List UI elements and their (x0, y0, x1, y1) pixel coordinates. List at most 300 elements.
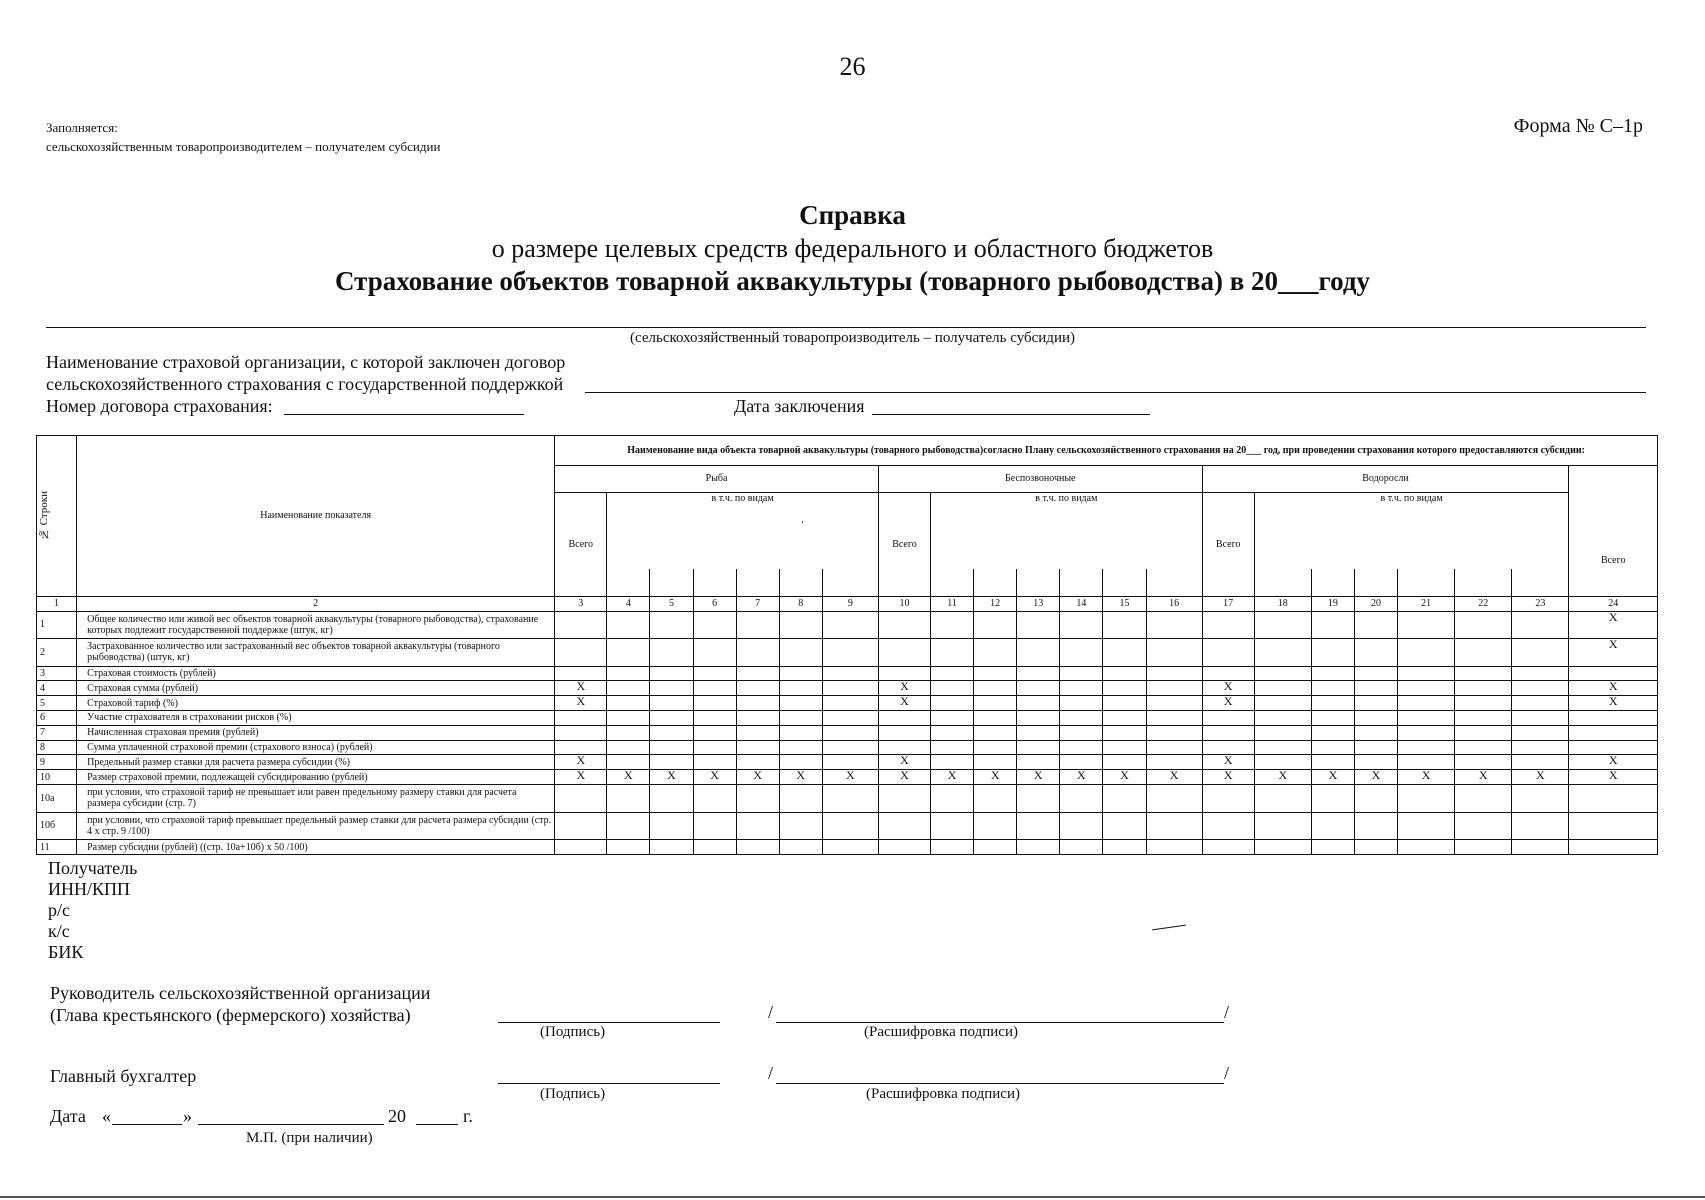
value-cell[interactable] (1202, 711, 1254, 726)
value-cell[interactable] (1311, 840, 1354, 855)
value-cell[interactable] (1254, 812, 1311, 840)
value-cell[interactable] (1512, 711, 1569, 726)
value-cell[interactable] (555, 785, 607, 813)
subtype-cell[interactable] (1398, 569, 1455, 597)
value-cell[interactable] (974, 812, 1017, 840)
x-mark: X (1569, 696, 1658, 711)
value-cell[interactable] (779, 840, 822, 855)
value-cell[interactable] (1311, 666, 1354, 681)
value-cell[interactable] (1311, 812, 1354, 840)
value-cell[interactable] (736, 840, 779, 855)
row-number: 6 (37, 711, 77, 726)
value-cell[interactable] (878, 639, 930, 667)
value-cell[interactable] (555, 725, 607, 740)
value-cell[interactable] (1103, 681, 1146, 696)
value-cell[interactable] (607, 755, 650, 770)
subtype-cell[interactable] (1103, 569, 1146, 597)
value-cell[interactable] (1017, 740, 1060, 755)
value-cell[interactable] (1354, 755, 1397, 770)
value-cell[interactable] (822, 611, 878, 639)
by-type-fish: в т.ч. по видам ' (607, 493, 879, 569)
value-cell[interactable] (1103, 696, 1146, 711)
value-cell[interactable] (555, 711, 607, 726)
value-cell[interactable] (1103, 666, 1146, 681)
value-cell[interactable] (1455, 812, 1512, 840)
recipient-line[interactable] (46, 327, 1646, 328)
value-cell[interactable] (1398, 696, 1455, 711)
value-cell[interactable] (1254, 711, 1311, 726)
value-cell[interactable] (931, 725, 974, 740)
contract-number-field[interactable] (284, 414, 524, 415)
value-cell[interactable] (878, 740, 930, 755)
value-cell[interactable] (931, 696, 974, 711)
value-cell[interactable] (736, 740, 779, 755)
subtype-cell[interactable] (974, 569, 1017, 597)
value-cell[interactable] (1202, 725, 1254, 740)
value-cell[interactable] (1060, 812, 1103, 840)
value-cell[interactable] (878, 785, 930, 813)
value-cell[interactable] (1017, 666, 1060, 681)
value-cell[interactable] (1569, 725, 1658, 740)
value-cell[interactable] (607, 740, 650, 755)
value-cell[interactable] (1512, 666, 1569, 681)
date-month-field[interactable] (198, 1124, 384, 1125)
value-cell[interactable] (1354, 611, 1397, 639)
value-cell[interactable] (693, 725, 736, 740)
subtype-cell[interactable] (736, 569, 779, 597)
value-cell[interactable] (1354, 785, 1397, 813)
value-cell[interactable] (974, 681, 1017, 696)
subsidy-table (36, 435, 1658, 855)
value-cell[interactable] (931, 812, 974, 840)
value-cell[interactable] (1146, 611, 1202, 639)
value-cell[interactable] (1254, 725, 1311, 740)
value-cell[interactable] (1103, 755, 1146, 770)
column-number: 2 (77, 596, 555, 611)
value-cell[interactable] (931, 639, 974, 667)
value-cell[interactable] (974, 639, 1017, 667)
value-cell[interactable] (1103, 611, 1146, 639)
value-cell[interactable] (1060, 740, 1103, 755)
value-cell[interactable] (1103, 812, 1146, 840)
value-cell[interactable] (1398, 812, 1455, 840)
value-cell[interactable] (878, 711, 930, 726)
contract-date-field[interactable] (872, 414, 1150, 415)
value-cell[interactable] (1311, 725, 1354, 740)
subtype-cell[interactable] (779, 569, 822, 597)
value-cell[interactable] (1146, 785, 1202, 813)
row-number: 7 (37, 725, 77, 740)
value-cell[interactable] (736, 681, 779, 696)
value-cell[interactable] (1254, 840, 1311, 855)
value-cell[interactable] (1017, 711, 1060, 726)
value-cell[interactable] (693, 696, 736, 711)
value-cell[interactable] (1354, 725, 1397, 740)
value-cell[interactable] (878, 840, 930, 855)
value-cell[interactable] (1512, 725, 1569, 740)
value-cell[interactable] (1354, 711, 1397, 726)
value-cell[interactable] (1311, 711, 1354, 726)
by-type-algae: в т.ч. по видам (1254, 493, 1569, 569)
value-cell[interactable] (1146, 639, 1202, 667)
value-cell[interactable] (779, 696, 822, 711)
value-cell[interactable] (1060, 611, 1103, 639)
value-cell[interactable] (1455, 639, 1512, 667)
value-cell[interactable] (1202, 639, 1254, 667)
value-cell[interactable] (779, 755, 822, 770)
value-cell[interactable] (1512, 812, 1569, 840)
value-cell[interactable] (1103, 740, 1146, 755)
value-cell[interactable] (1398, 666, 1455, 681)
head-decode-field[interactable] (776, 1022, 1224, 1023)
value-cell[interactable] (1202, 812, 1254, 840)
value-cell[interactable] (736, 755, 779, 770)
value-cell[interactable] (1060, 711, 1103, 726)
value-cell[interactable] (1455, 666, 1512, 681)
value-cell[interactable] (1455, 725, 1512, 740)
value-cell[interactable] (1311, 696, 1354, 711)
value-cell[interactable] (650, 740, 693, 755)
value-cell[interactable] (1354, 840, 1397, 855)
value-cell[interactable] (736, 639, 779, 667)
value-cell[interactable] (650, 785, 693, 813)
value-cell[interactable] (1354, 812, 1397, 840)
subtype-cell[interactable] (931, 569, 974, 597)
value-cell[interactable] (1398, 711, 1455, 726)
value-cell[interactable] (1103, 840, 1146, 855)
value-cell[interactable] (1060, 785, 1103, 813)
value-cell[interactable] (779, 681, 822, 696)
value-cell[interactable] (1017, 785, 1060, 813)
value-cell[interactable] (878, 725, 930, 740)
subtype-cell[interactable] (1254, 569, 1311, 597)
value-cell[interactable] (607, 711, 650, 726)
value-cell[interactable] (1354, 681, 1397, 696)
value-cell[interactable] (974, 740, 1017, 755)
subtype-cell[interactable] (650, 569, 693, 597)
value-cell[interactable] (1017, 725, 1060, 740)
row-indicator: Размер субсидии (рублей) ((стр. 10а+10б) х 50 /100) (77, 840, 555, 855)
subtype-cell[interactable] (1455, 569, 1512, 597)
value-cell[interactable] (736, 812, 779, 840)
value-cell[interactable] (974, 755, 1017, 770)
value-cell[interactable] (1398, 639, 1455, 667)
value-cell[interactable] (1398, 755, 1455, 770)
value-cell[interactable] (1254, 696, 1311, 711)
x-mark: X (607, 770, 650, 785)
value-cell[interactable] (974, 696, 1017, 711)
value-cell[interactable] (1569, 785, 1658, 813)
value-cell[interactable] (1017, 840, 1060, 855)
value-cell[interactable] (779, 639, 822, 667)
value-cell[interactable] (1512, 611, 1569, 639)
value-cell[interactable] (607, 611, 650, 639)
value-cell[interactable] (1354, 666, 1397, 681)
value-cell[interactable] (1512, 785, 1569, 813)
x-mark: X (1569, 755, 1658, 770)
column-number: 19 (1311, 596, 1354, 611)
value-cell[interactable] (693, 785, 736, 813)
value-cell[interactable] (1146, 840, 1202, 855)
value-cell[interactable] (931, 666, 974, 681)
value-cell[interactable] (693, 740, 736, 755)
value-cell[interactable] (1311, 611, 1354, 639)
value-cell[interactable] (1017, 681, 1060, 696)
value-cell[interactable] (1060, 681, 1103, 696)
value-cell[interactable] (1202, 740, 1254, 755)
value-cell[interactable] (822, 639, 878, 667)
value-cell[interactable] (878, 666, 930, 681)
value-cell[interactable] (1512, 681, 1569, 696)
value-cell[interactable] (1017, 696, 1060, 711)
value-cell[interactable] (555, 740, 607, 755)
value-cell[interactable] (607, 666, 650, 681)
value-cell[interactable] (1398, 681, 1455, 696)
value-cell[interactable] (736, 666, 779, 681)
value-cell[interactable] (1254, 639, 1311, 667)
value-cell[interactable] (607, 725, 650, 740)
row-indicator: Застрахованное количество или застрахованный вес объектов товарной аквакультуры (товарного рыбоводства) (штук, кг) (77, 639, 555, 667)
value-cell[interactable] (931, 785, 974, 813)
value-cell[interactable] (1017, 755, 1060, 770)
value-cell[interactable] (1354, 639, 1397, 667)
value-cell[interactable] (650, 725, 693, 740)
head-signature-field[interactable] (498, 1022, 720, 1023)
value-cell[interactable] (1254, 666, 1311, 681)
value-cell[interactable] (1512, 740, 1569, 755)
value-cell[interactable] (607, 681, 650, 696)
value-cell[interactable] (1569, 840, 1658, 855)
value-cell[interactable] (1146, 812, 1202, 840)
subtype-cell[interactable] (607, 569, 650, 597)
value-cell[interactable] (1146, 696, 1202, 711)
value-cell[interactable] (1254, 611, 1311, 639)
value-cell[interactable] (1311, 785, 1354, 813)
value-cell[interactable] (1512, 639, 1569, 667)
x-mark: X (1103, 770, 1146, 785)
value-cell[interactable] (1569, 740, 1658, 755)
value-cell[interactable] (931, 711, 974, 726)
value-cell[interactable] (650, 696, 693, 711)
accountant-decode-field[interactable] (776, 1083, 1224, 1084)
value-cell[interactable] (555, 812, 607, 840)
value-cell[interactable] (1311, 755, 1354, 770)
date-day-field[interactable] (112, 1124, 182, 1125)
value-cell[interactable] (779, 812, 822, 840)
value-cell[interactable] (736, 696, 779, 711)
value-cell[interactable] (607, 785, 650, 813)
value-cell[interactable] (555, 666, 607, 681)
value-cell[interactable] (1398, 611, 1455, 639)
value-cell[interactable] (1060, 639, 1103, 667)
value-cell[interactable] (1103, 785, 1146, 813)
value-cell[interactable] (693, 666, 736, 681)
value-cell[interactable] (1146, 681, 1202, 696)
value-cell[interactable] (1103, 725, 1146, 740)
value-cell[interactable] (607, 639, 650, 667)
value-cell[interactable] (1103, 711, 1146, 726)
value-cell[interactable] (1146, 725, 1202, 740)
value-cell[interactable] (693, 639, 736, 667)
value-cell[interactable] (779, 785, 822, 813)
subtype-cell[interactable] (1060, 569, 1103, 597)
value-cell[interactable] (822, 666, 878, 681)
value-cell[interactable] (693, 711, 736, 726)
accountant-signature-field[interactable] (498, 1083, 720, 1084)
value-cell[interactable] (931, 740, 974, 755)
value-cell[interactable] (779, 711, 822, 726)
value-cell[interactable] (1060, 666, 1103, 681)
value-cell[interactable] (878, 812, 930, 840)
value-cell[interactable] (822, 711, 878, 726)
head-slash-right: / (1224, 1002, 1230, 1022)
x-mark: X (1569, 639, 1658, 667)
value-cell[interactable] (1060, 725, 1103, 740)
value-cell[interactable] (931, 755, 974, 770)
value-cell[interactable] (555, 639, 607, 667)
value-cell[interactable] (693, 681, 736, 696)
value-cell[interactable] (1569, 666, 1658, 681)
subtype-cell[interactable] (1311, 569, 1354, 597)
value-cell[interactable] (974, 711, 1017, 726)
value-cell[interactable] (607, 812, 650, 840)
value-cell[interactable] (1455, 681, 1512, 696)
subtype-cell[interactable] (822, 569, 878, 597)
value-cell[interactable] (693, 840, 736, 855)
value-cell[interactable] (650, 812, 693, 840)
value-cell[interactable] (1455, 740, 1512, 755)
value-cell[interactable] (736, 611, 779, 639)
value-cell[interactable] (607, 696, 650, 711)
value-cell[interactable] (1254, 740, 1311, 755)
value-cell[interactable] (822, 812, 878, 840)
value-cell[interactable] (1254, 785, 1311, 813)
value-cell[interactable] (693, 611, 736, 639)
value-cell[interactable] (1398, 740, 1455, 755)
value-cell[interactable] (1017, 639, 1060, 667)
subtype-cell[interactable] (1017, 569, 1060, 597)
value-cell[interactable] (693, 755, 736, 770)
value-cell[interactable] (1512, 840, 1569, 855)
value-cell[interactable] (1017, 812, 1060, 840)
value-cell[interactable] (1398, 840, 1455, 855)
table-row (37, 840, 1658, 855)
value-cell[interactable] (736, 785, 779, 813)
value-cell[interactable] (650, 840, 693, 855)
value-cell[interactable] (1569, 711, 1658, 726)
value-cell[interactable] (650, 711, 693, 726)
value-cell[interactable] (974, 666, 1017, 681)
value-cell[interactable] (1202, 666, 1254, 681)
value-cell[interactable] (1146, 711, 1202, 726)
value-cell[interactable] (779, 740, 822, 755)
value-cell[interactable] (779, 725, 822, 740)
subtype-cell[interactable] (1354, 569, 1397, 597)
value-cell[interactable] (650, 666, 693, 681)
value-cell[interactable] (1060, 755, 1103, 770)
value-cell[interactable] (1254, 755, 1311, 770)
value-cell[interactable] (822, 740, 878, 755)
value-cell[interactable] (1311, 740, 1354, 755)
value-cell[interactable] (974, 725, 1017, 740)
value-cell[interactable] (555, 840, 607, 855)
value-cell[interactable] (1311, 681, 1354, 696)
value-cell[interactable] (1311, 639, 1354, 667)
value-cell[interactable] (1146, 666, 1202, 681)
value-cell[interactable] (1512, 696, 1569, 711)
value-cell[interactable] (931, 611, 974, 639)
value-cell[interactable] (1354, 696, 1397, 711)
value-cell[interactable] (736, 725, 779, 740)
value-cell[interactable] (1455, 711, 1512, 726)
bank-account: р/с (48, 900, 70, 920)
value-cell[interactable] (822, 785, 878, 813)
value-cell[interactable] (1146, 755, 1202, 770)
value-cell[interactable] (779, 611, 822, 639)
x-mark: X (1569, 611, 1658, 639)
value-cell[interactable] (931, 840, 974, 855)
value-cell[interactable] (779, 666, 822, 681)
value-cell[interactable] (607, 840, 650, 855)
value-cell[interactable] (650, 639, 693, 667)
value-cell[interactable] (822, 840, 878, 855)
value-cell[interactable] (736, 711, 779, 726)
date-year-field[interactable] (416, 1124, 458, 1125)
value-cell[interactable] (1202, 840, 1254, 855)
value-cell[interactable] (1455, 696, 1512, 711)
value-cell[interactable] (693, 812, 736, 840)
value-cell[interactable] (1254, 681, 1311, 696)
value-cell[interactable] (1103, 639, 1146, 667)
value-cell[interactable] (878, 611, 930, 639)
value-cell[interactable] (555, 611, 607, 639)
value-cell[interactable] (974, 785, 1017, 813)
value-cell[interactable] (1455, 755, 1512, 770)
row-number: 10а (37, 785, 77, 813)
value-cell[interactable] (1060, 696, 1103, 711)
value-cell[interactable] (1398, 725, 1455, 740)
value-cell[interactable] (974, 840, 1017, 855)
value-cell[interactable] (822, 755, 878, 770)
value-cell[interactable] (1569, 812, 1658, 840)
insurer-field[interactable] (585, 392, 1646, 393)
subtype-cell[interactable] (1146, 569, 1202, 597)
value-cell[interactable] (1060, 840, 1103, 855)
date-close-quote: » (183, 1106, 192, 1126)
value-cell[interactable] (822, 681, 878, 696)
value-cell[interactable] (822, 696, 878, 711)
value-cell[interactable] (650, 681, 693, 696)
value-cell[interactable] (1017, 611, 1060, 639)
value-cell[interactable] (974, 611, 1017, 639)
value-cell[interactable] (1455, 611, 1512, 639)
value-cell[interactable] (1146, 740, 1202, 755)
value-cell[interactable] (1455, 840, 1512, 855)
value-cell[interactable] (822, 725, 878, 740)
value-cell[interactable] (1354, 740, 1397, 755)
value-cell[interactable] (931, 681, 974, 696)
value-cell[interactable] (1202, 611, 1254, 639)
value-cell[interactable] (1512, 755, 1569, 770)
value-cell[interactable] (1455, 785, 1512, 813)
subtype-cell[interactable] (693, 569, 736, 597)
value-cell[interactable] (1202, 785, 1254, 813)
column-number: 15 (1103, 596, 1146, 611)
subtype-cell[interactable] (1512, 569, 1569, 597)
value-cell[interactable] (650, 755, 693, 770)
value-cell[interactable] (650, 611, 693, 639)
value-cell[interactable] (1398, 785, 1455, 813)
